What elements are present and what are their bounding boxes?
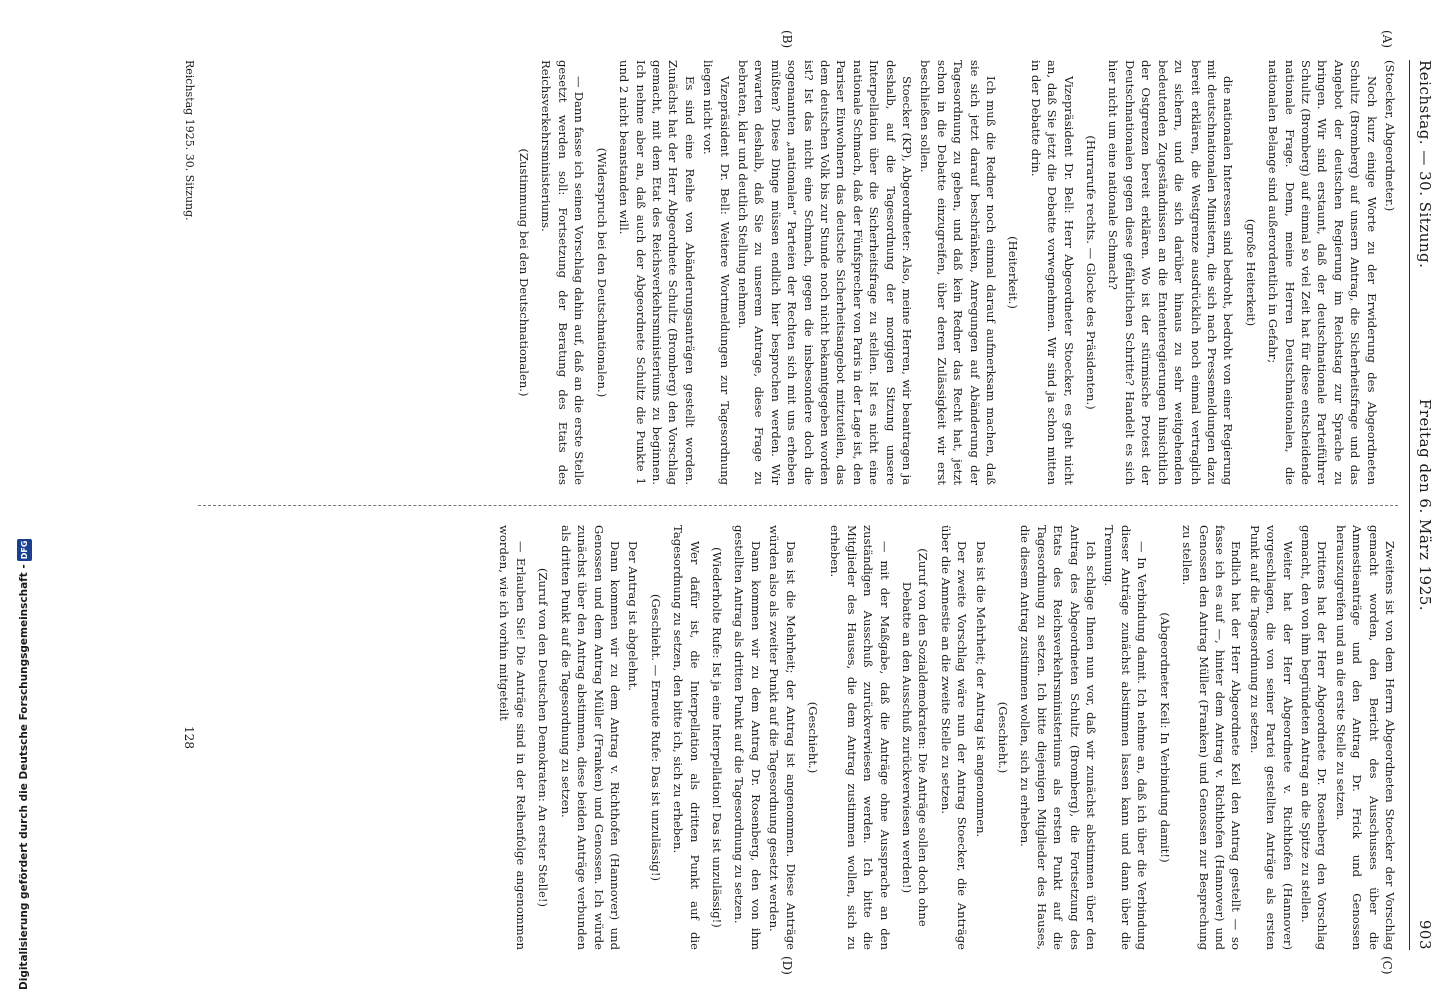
speaker-note: (Stoecker, Abgeordneter.) [1383, 60, 1397, 212]
right-column [494, 525, 1398, 950]
sidebar-text: Digitalisierung gefördert durch die Deutsche Forschungsgemeinschaft - [18, 564, 30, 990]
interjection: (Abgeordneter Keil: In Verbindung damit!) [1157, 612, 1172, 863]
interjection: (Geschieht. — Erneute Rufe: Das ist unzulässig!) [648, 593, 663, 882]
paragraph: Das ist die Mehrheit; der Antrag ist angenommen. [973, 541, 988, 838]
interjection: (Zuruf von den Sozialdemokraten: Die Anträge sollen doch ohne Debatte an den Ausschuß zurückverwiesen werden!) [900, 548, 931, 927]
margin-marker-c: (C) [1380, 956, 1394, 975]
header-center: Freitag den 6. März 1925. [1416, 398, 1434, 612]
paragraph: Weiter hat der Herr Abgeordnete v. Richthofen (Hannover) vorgeschlagen, die von seiner Partei gestellten Anträge als ersten Punkt auf die Tagesordnung zu setzen. [1247, 525, 1295, 950]
paragraph: die nationalen Interessen sind bedroht, bedroht von einer Regierung mit deutschnationalen Ministern, die sich nach Pressemeldungen dazu bereit erklären, die Westgrenze ausdrücklich noch einmal vertraglich zu sichern, und die sich darüber hinaus zu sehr weitgehenden bedeutenden Zugeständnissen an die Ententeregierungen hinsichtlich der Ostgrenzen bereit erklären. Wo ist der stürmische Protest der Deutschnationalen gegen diese gefährlichen Schritte? Handelt es sich hier nicht um eine nationale Schmach? [1106, 60, 1236, 485]
document-page [164, 30, 1434, 975]
interjection: (Heiterkeit.) [1006, 236, 1021, 309]
page-number-top: 903 [1416, 919, 1434, 950]
paragraph: Der zweite Vorschlag wäre nun der Antrag Stoecker, die Anträge über die Amnestie an die zweite Stelle zu setzen. [938, 525, 970, 950]
paragraph: Dann kommen wir zu dem Antrag v. Richthofen (Hannover) und Genossen und dem Antrag Müller (Franken) und Genossen. Ich würde zunächst über den Antrag abstimmen, diese beiden Anträge verbunden als dritten Punkt auf die Tagesordnung zu setzen. [558, 525, 622, 950]
paragraph: Drittens hat der Herr Abgeordnete Dr. Rosenberg den Vorschlag gemacht, den von ihm begründeten Antrag an die Spitze zu stellen. [1298, 525, 1330, 950]
paragraph: — mit der Maßgabe, daß die Anträge ohne Aussprache an den zuständigen Ausschuß zurückverwiesen werden. Ich bitte die Mitglieder des Hauses, die dem Antrag zustimmen wollen, sich zu erheben. [828, 525, 892, 950]
paragraph: Es sind eine Reihe von Abänderungsanträgen gestellt worden. Zunächst hat der Herr Abgeordnete Schultz (Bromberg) den Vorschlag gemacht, mit dem Etat des Reichsverkehrsministeriums zu beginnen. Ich nehme aber an, daß auch der Abgeordnete Schultz die Punkte 1 und 2 nicht beanstanden will. [617, 60, 697, 485]
paragraph: — In Verbindung damit. Ich nehme an, daß ich über die Verbindung dieser Anträge zunächst abstimmen lassen kann und dann über die Trennung. [1102, 525, 1150, 950]
paragraph: Endlich hat der Herr Abgeordnete Keil den Antrag gestellt — so fasse ich es auf —, hinter dem Antrag v. Richthofen (Hannover) und Genossen den Antrag Müller (Franken) und Genossen zur Besprechung zu stellen. [1180, 525, 1244, 950]
interjection: (Zuruf von den Deutschen Demokraten: An erster Stelle!) [536, 567, 551, 908]
paragraph: Noch kurz einige Worte zu der Erwiderung des Abgeordneten Schultz (Bromberg) auf unsern Antrag, die Sicherheitsfrage und das Angebot der deutschen Regierung im Reichstag zur Sprache zu bringen. Wir sind erstaunt, daß der deutschnationale Parteiführer Schultz (Bromberg) auf einmal so viel Zeit hat für diese entscheidende nationale Frage. Denn, meine Herren Deutschnationalen, die nationalen Belange sind außerordentlich in Gefahr; [1266, 60, 1379, 485]
paragraph: Vizepräsident Dr. Bell: Weitere Wortmeldungen zur Tagesordnung liegen nicht vor. [701, 60, 732, 485]
footer-page-number: 128 [182, 726, 196, 749]
paragraph: Ich muß die Redner noch einmal darauf aufmerksam machen, daß sie sich jetzt darauf beschränken, Anregungen auf Abänderung der Tagesordnung zu geben, und daß kein Redner das Recht hat, jetzt schon in die Debatte einzugreifen, über deren Zulässigkeit wir erst beschließen sollen. [918, 60, 999, 485]
header-rule [1409, 60, 1410, 950]
paragraph: Stoecker (KP), Abgeordneter: Also, meine Herren, wir beantragen ja deshalb, auf die Tagesordnung der morgigen Sitzung unsere Interpellation über die Sicherheitsfrage zu stellen. Ist es nicht eine nationale Schmach, daß der Fünfsprecher von Paris in der Lage ist, den Pariser Einwohnern das deutsche Sicherheitsangebot mitzuteilen, das dem deutschen Volk bis zur Stunde noch nicht bekanntgegeben worden ist? Ist das nicht eine Schmach, gegen die insbesondere doch die sogenannten „nationalen“ Parteien der Rechten sich mit uns erheben müßten? Diese Dinge müssen endlich hier besprochen werden. Wir erwarten deshalb, daß Sie zu unserem Antrage, diese Frage zu bebraten, klar und deutlich Stellung nehmen. [735, 60, 915, 485]
paragraph: Ich schlage Ihnen nun vor, daß wir zunächst abstimmen über den Antrag des Abgeordneten Schultz (Bromberg), die Fortsetzung des Etats des Reichsverkehrsministeriums als ersten Punkt auf die Tagesordnung zu setzen. Ich bitte diejenigen Mitglieder des Hauses, die diesem Antrag zustimmen wollen, sich zu erheben. [1018, 525, 1099, 950]
digitization-sidebar [2, 540, 30, 990]
interjection: (Wiederholte Rufe: Ist ja eine Interpellation! Das ist unzulässig!) [709, 547, 724, 928]
paragraph: Der Antrag ist abgelehnt. [626, 541, 641, 691]
interjection: (Hurrarufe rechts. — Glocke des Präsidenten.) [1084, 135, 1099, 410]
footer-left: Reichstag 1925. 30. Sitzung. [183, 60, 196, 221]
margin-marker-d: (D) [780, 956, 794, 975]
page-header [1408, 60, 1434, 950]
interjection: (Zustimmung bei den Deutschnationalen.) [517, 148, 532, 397]
column-divider [198, 505, 1398, 506]
margin-marker-b: (B) [780, 30, 794, 49]
interjection: (Widerspruch bei den Deutschnationalen.) [594, 147, 609, 398]
margin-marker-a: (A) [1380, 30, 1394, 49]
paragraph: Zweitens ist von dem Herrn Abgeordneten Stoecker der Vorschlag gemacht worden, den Bericht des Ausschusses über die Amnestieanträge und den Antrag Dr. Frick und Genossen herauszugreifen und an die erste Stelle zu setzen. [1333, 525, 1397, 950]
paragraph: — Dann fasse ich seinen Vorschlag dahin auf, daß an die erste Stelle gesetzt werden soll: Fortsetzung der Beratung des Etats des Reichsverkehrsministeriums. [539, 60, 587, 485]
header-left: Reichstag. — 30. Sitzung. [1416, 60, 1434, 269]
paragraph: Das ist die Mehrheit; der Antrag ist angenommen. Diese Anträge würden also als zweiter Punkt auf die Tagesordnung gesetzt werden. [767, 525, 798, 950]
dfg-logo: DFG [17, 539, 32, 562]
paragraph: Vizepräsident Dr. Bell: Herr Abgeordneter Stoecker, es geht nicht an, daß Sie jetzt die Debatte vorwegnehmen. Wir sind ja schon mitten in der Debatte drin. [1028, 60, 1076, 485]
interjection: (große Heiterkeit) [1243, 218, 1258, 327]
interjection: (Geschieht.) [806, 701, 820, 774]
paragraph: — Erlauben Sie! Die Anträge sind in der Reihenfolge angenommen worden, wie ich vorhin mitgeteilt [497, 525, 528, 950]
interjection: (Geschieht.) [996, 701, 1011, 774]
left-column [510, 60, 1398, 485]
paragraph: Dann kommen wir zu dem Antrag Dr. Rosenberg, den von ihm gestellten Antrag als dritten Punkt auf die Tagesordnung zu setzen. [732, 525, 763, 950]
paragraph: Wer dafür ist, die Interpellation als dritten Punkt auf die Tagesordnung zu setzen, den bitte ich, sich zu erheben. [671, 525, 702, 950]
